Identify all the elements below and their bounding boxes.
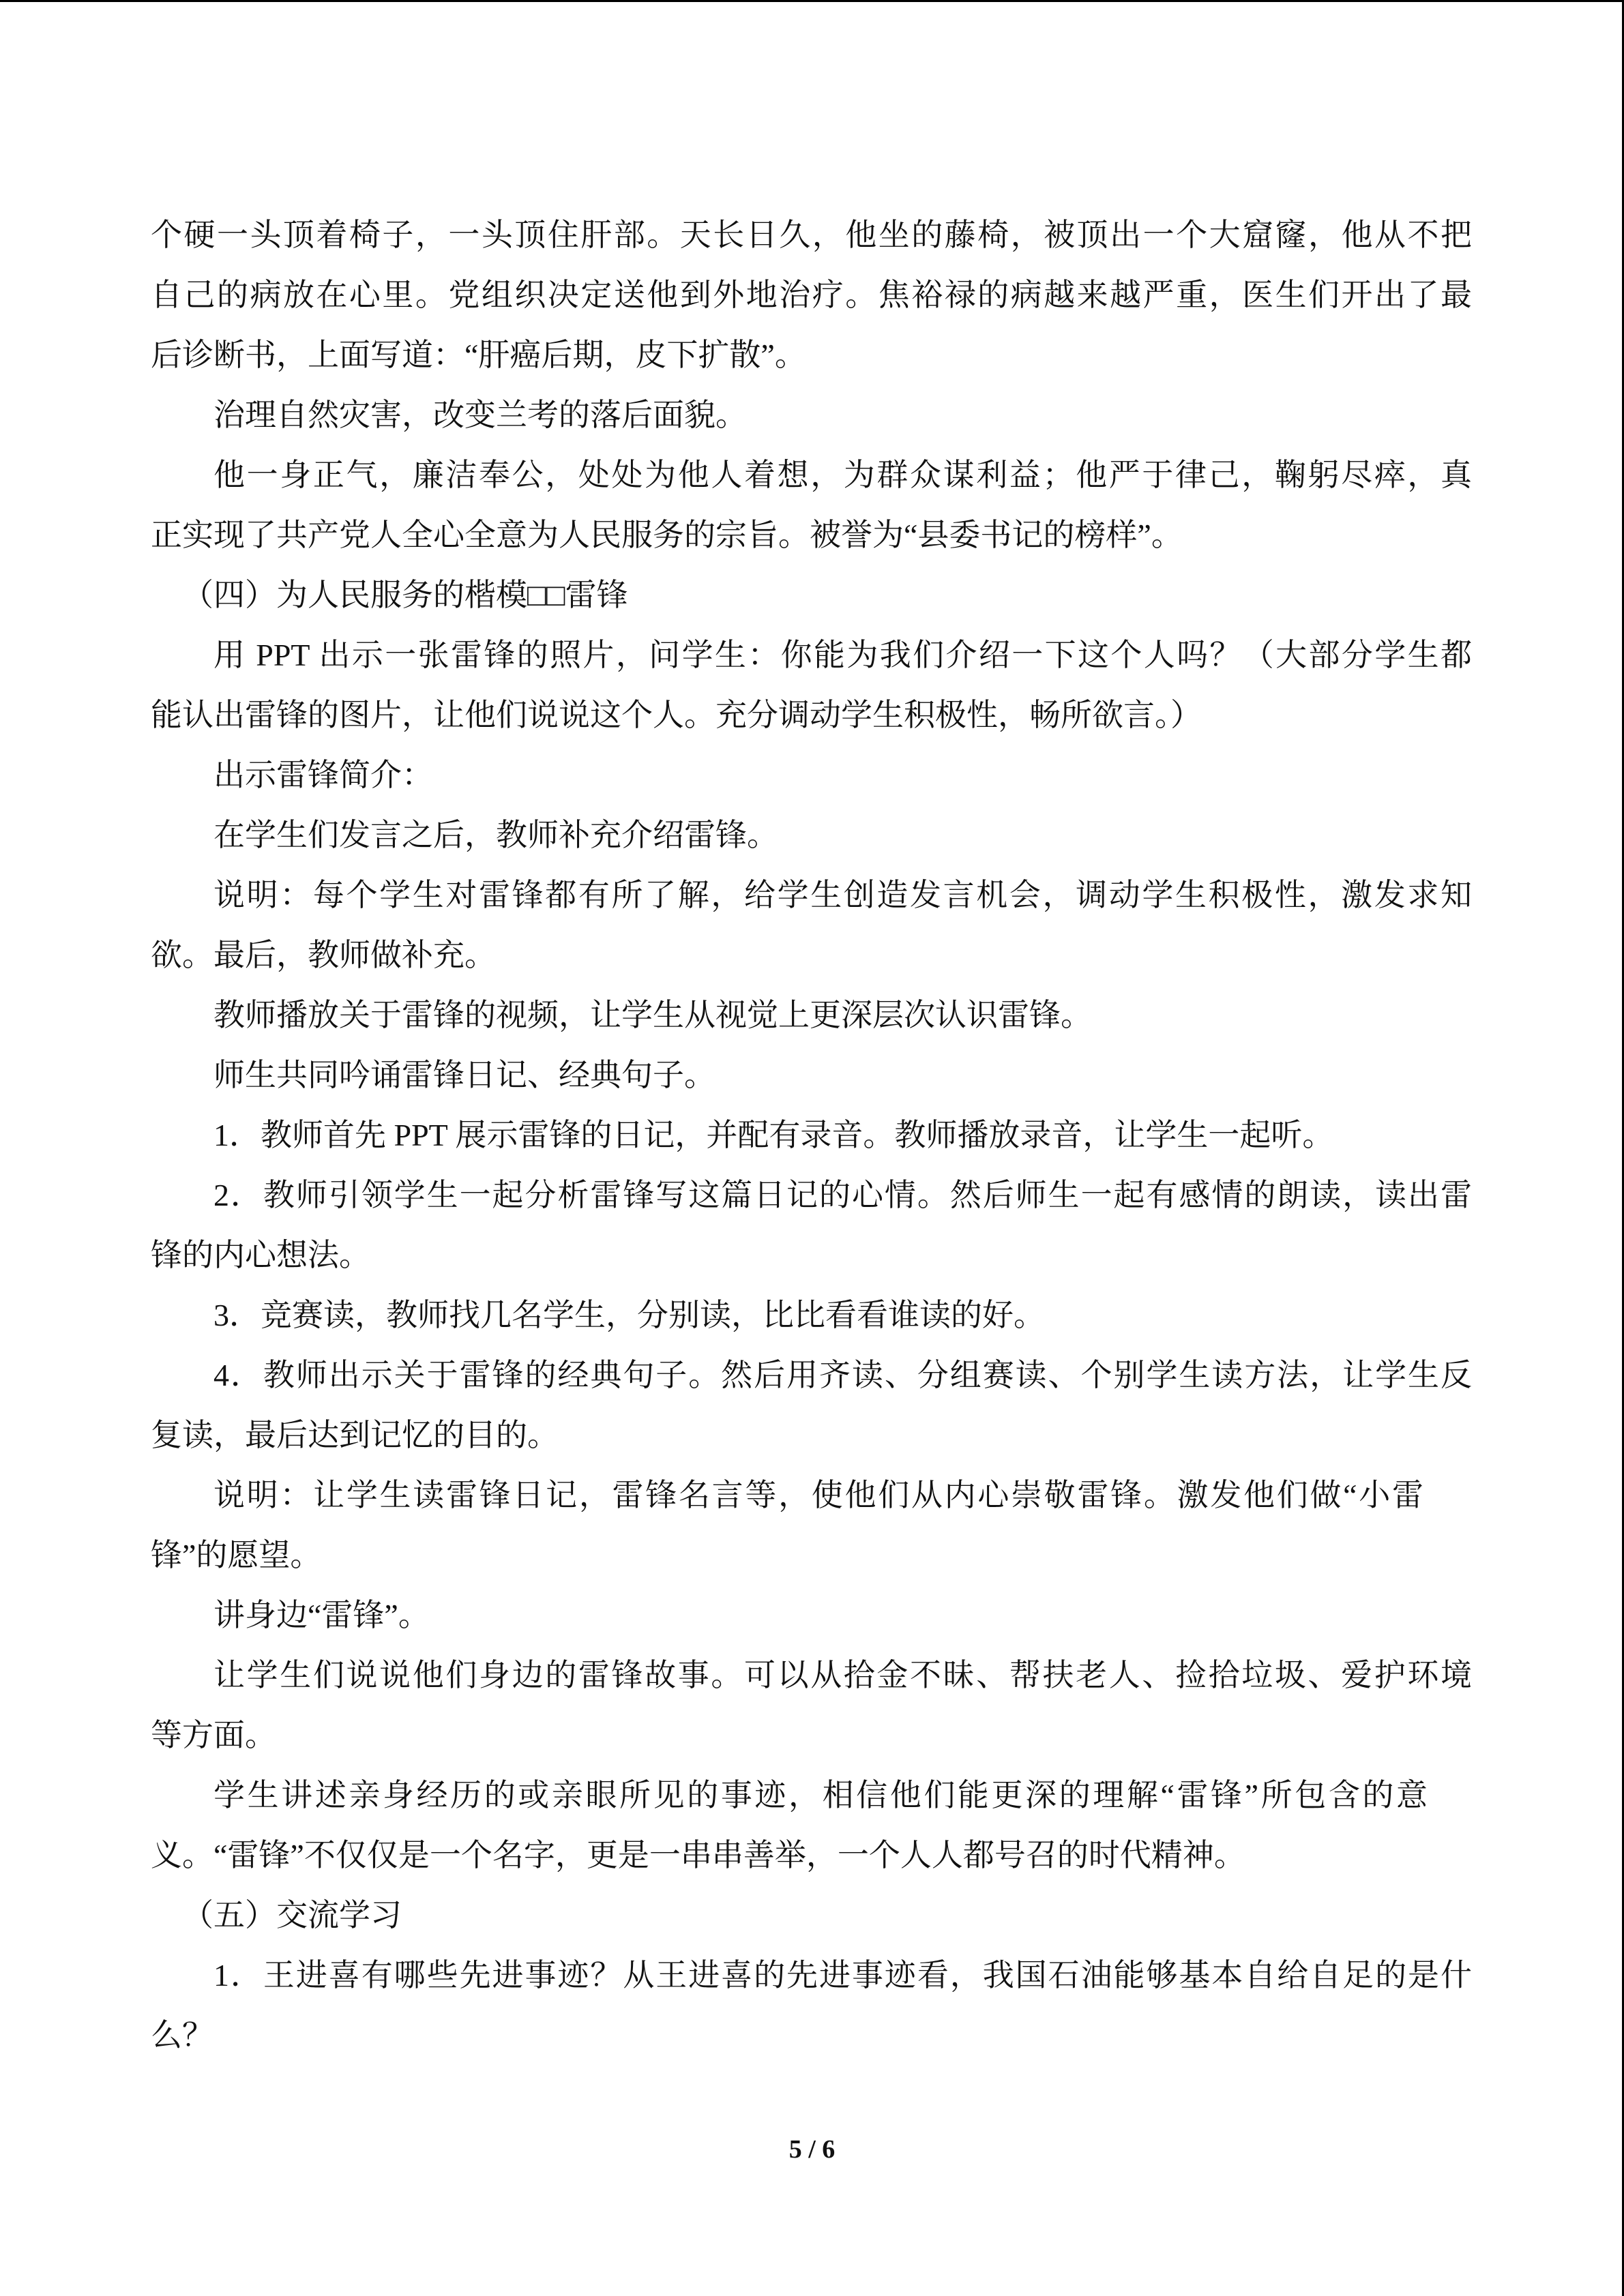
text-line: 欲。最后，教师做补充。 xyxy=(151,938,496,972)
page-body xyxy=(151,205,1472,2066)
text-line: 治理自然灾害，改变兰考的落后面貌。 xyxy=(213,398,747,432)
text-line: 3．竞赛读，教师找几名学生，分别读，比比看看谁读的好。 xyxy=(213,1298,1045,1332)
paragraph xyxy=(151,1585,1472,1645)
section-heading-text: （五）交流学习 xyxy=(182,1898,402,1933)
text-line: 锋”的愿望。 xyxy=(151,1538,322,1572)
text-line: 说明：每个学生对雷锋都有所了解，给学生创造发言机会，调动学生积极性，激发求知 xyxy=(213,878,1472,912)
text-line: 复读，最后达到记忆的目的。 xyxy=(151,1418,559,1452)
paragraph xyxy=(151,1765,1472,1885)
text-line: 他一身正气，廉洁奉公，处处为他人着想，为群众谋利益；他严于律己，鞠躬尽瘁，真 xyxy=(213,458,1472,492)
text-line: 1．教师首先 PPT 展示雷锋的日记，并配有录音。教师播放录音，让学生一起听。 xyxy=(213,1118,1334,1152)
text-line: 自己的病放在心里。党组织决定送他到外地治疗。焦裕禄的病越来越严重，医生们开出了最 xyxy=(151,278,1472,312)
text-line: 说明：让学生读雷锋日记，雷锋名言等，使他们从内心崇敬雷锋。激发他们做“小雷 xyxy=(213,1478,1423,1512)
text-line: 能认出雷锋的图片，让他们说说这个人。充分调动学生积极性，畅所欲言。） xyxy=(151,698,1202,732)
text-line: 等方面。 xyxy=(151,1718,276,1753)
page-edge-top xyxy=(0,0,1624,2)
text-line: 后诊断书，上面写道：“肝癌后期，皮下扩散”。 xyxy=(151,338,806,372)
paragraph xyxy=(151,1645,1472,1765)
paragraph xyxy=(151,1465,1472,1585)
text-line: 4．教师出示关于雷锋的经典句子。然后用齐读、分组赛读、个别学生读方法，让学生反 xyxy=(213,1358,1472,1392)
list-item xyxy=(151,1285,1472,1345)
list-item xyxy=(151,1105,1472,1165)
page-number: 5 / 6 xyxy=(788,2135,836,2164)
paragraph xyxy=(151,205,1472,385)
text-line: 师生共同吟诵雷锋日记、经典句子。 xyxy=(213,1058,715,1092)
paragraph xyxy=(151,745,1472,805)
text-line: 个硬一头顶着椅子，一头顶住肝部。天长日久，他坐的藤椅，被顶出一个大窟窿，他从不把 xyxy=(151,218,1472,252)
text-line: 讲身边“雷锋”。 xyxy=(213,1598,430,1632)
list-item xyxy=(151,1165,1472,1285)
paragraph xyxy=(151,805,1472,865)
text-line: 2．教师引领学生一起分析雷锋写这篇日记的心情。然后师生一起有感情的朗读，读出雷 xyxy=(213,1178,1472,1212)
text-line: 教师播放关于雷锋的视频，让学生从视觉上更深层次认识雷锋。 xyxy=(213,998,1092,1032)
paragraph xyxy=(151,1045,1472,1105)
text-line: 出示雷锋简介： xyxy=(213,758,433,792)
list-item xyxy=(151,1345,1472,1465)
section-heading xyxy=(151,565,1472,625)
paragraph xyxy=(151,985,1472,1045)
paragraph xyxy=(151,865,1472,985)
text-line: 义。“雷锋”不仅仅是一个名字，更是一串串善举，一个人人都号召的时代精神。 xyxy=(151,1838,1245,1873)
paragraph xyxy=(151,625,1472,745)
text-line: 用 PPT 出示一张雷锋的照片，问学生：你能为我们介绍一下这个人吗？（大部分学生都 xyxy=(213,638,1472,672)
text-line: 学生讲述亲身经历的或亲眼所见的事迹，相信他们能更深的理解“雷锋”所包含的意 xyxy=(213,1778,1428,1813)
section-heading xyxy=(151,1885,1472,1945)
text-line: 正实现了共产党人全心全意为人民服务的宗旨。被誉为“县委书记的榜样”。 xyxy=(151,518,1183,552)
text-line: 1．王进喜有哪些先进事迹？从王进喜的先进事迹看，我国石油能够基本自给自足的是什 xyxy=(213,1958,1472,1993)
paragraph xyxy=(151,385,1472,445)
text-line: 在学生们发言之后，教师补充介绍雷锋。 xyxy=(213,818,778,852)
text-line: 锋的内心想法。 xyxy=(151,1238,370,1272)
list-item xyxy=(151,1945,1472,2066)
text-line: 让学生们说说他们身边的雷锋故事。可以从拾金不昧、帮扶老人、捡拾垃圾、爱护环境 xyxy=(213,1658,1472,1693)
paragraph xyxy=(151,445,1472,565)
section-heading-text: （四）为人民服务的楷模□□雷锋 xyxy=(182,578,628,612)
text-line: 么？ xyxy=(151,2018,213,2053)
